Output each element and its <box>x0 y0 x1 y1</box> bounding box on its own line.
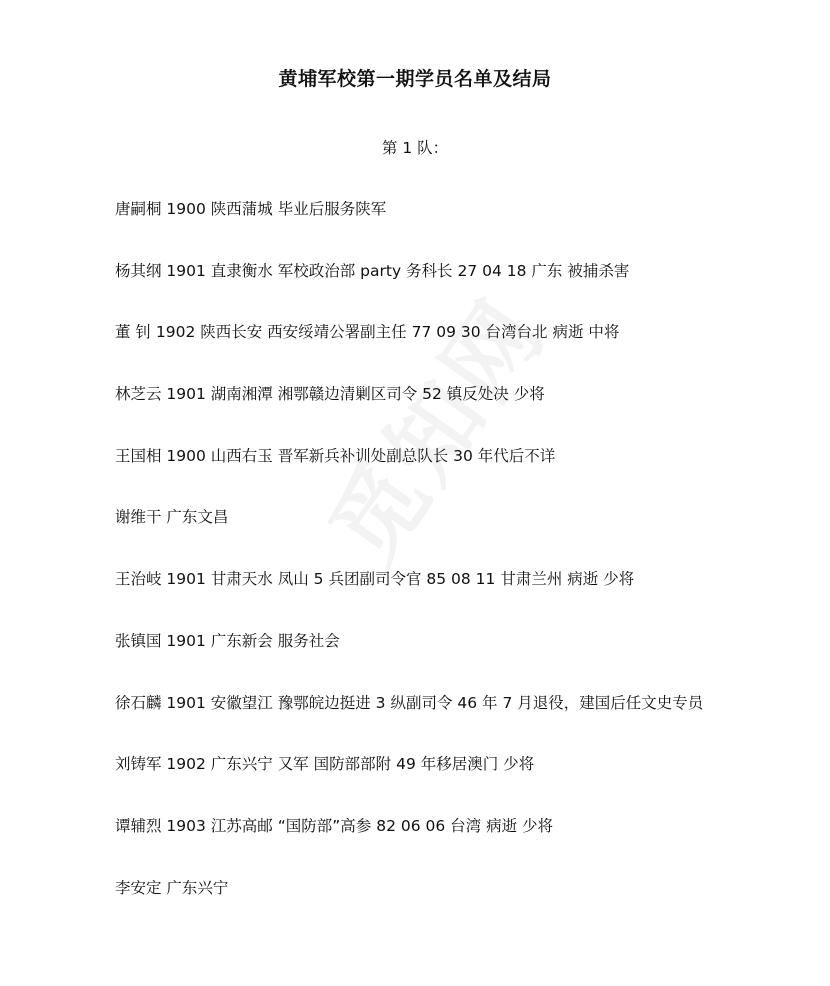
document-title: 黄埔军校第一期学员名单及结局 <box>278 68 552 90</box>
roster-entry: 刘铸军 1902 广东兴宁 又军 国防部部附 49 年移居澳门 少将 <box>115 755 535 774</box>
roster-list <box>115 196 795 936</box>
roster-entry: 谭辅烈 1903 江苏高邮 “国防部”高参 82 06 06 台湾 病逝 少将 <box>115 816 554 835</box>
roster-entry: 谢维干 广东文昌 <box>115 508 229 527</box>
roster-entry: 李安定 广东兴宁 <box>115 878 229 897</box>
roster-entry: 林芝云 1901 湖南湘潭 湘鄂赣边清剿区司令 52 镇反处决 少将 <box>115 385 545 404</box>
roster-entry: 杨其纲 1901 直隶衡水 军校政治部 party 务科长 27 04 18 广东 被捕杀害 <box>115 261 630 280</box>
roster-entry: 王国相 1900 山西右玉 晋军新兵补训处副总队长 30 年代后不详 <box>115 446 556 465</box>
section-heading: 第 1 队： <box>381 139 449 157</box>
roster-entry: 徐石麟 1901 安徽望江 豫鄂皖边挺进 3 纵副司令 46 年 7 月退役，建国后任文史专员 <box>115 693 704 712</box>
roster-entry: 董 钊 1902 陕西长安 西安绥靖公署副主任 77 09 30 台湾台北 病逝 中将 <box>115 323 620 342</box>
roster-entry: 张镇国 1901 广东新会 服务社会 <box>115 631 340 650</box>
roster-entry: 唐嗣桐 1900 陕西蒲城 毕业后服务陕军 <box>115 200 387 218</box>
roster-entry: 王治岐 1901 甘肃天水 凤山 5 兵团副司令官 85 08 11 甘肃兰州 病逝 少将 <box>115 570 635 589</box>
